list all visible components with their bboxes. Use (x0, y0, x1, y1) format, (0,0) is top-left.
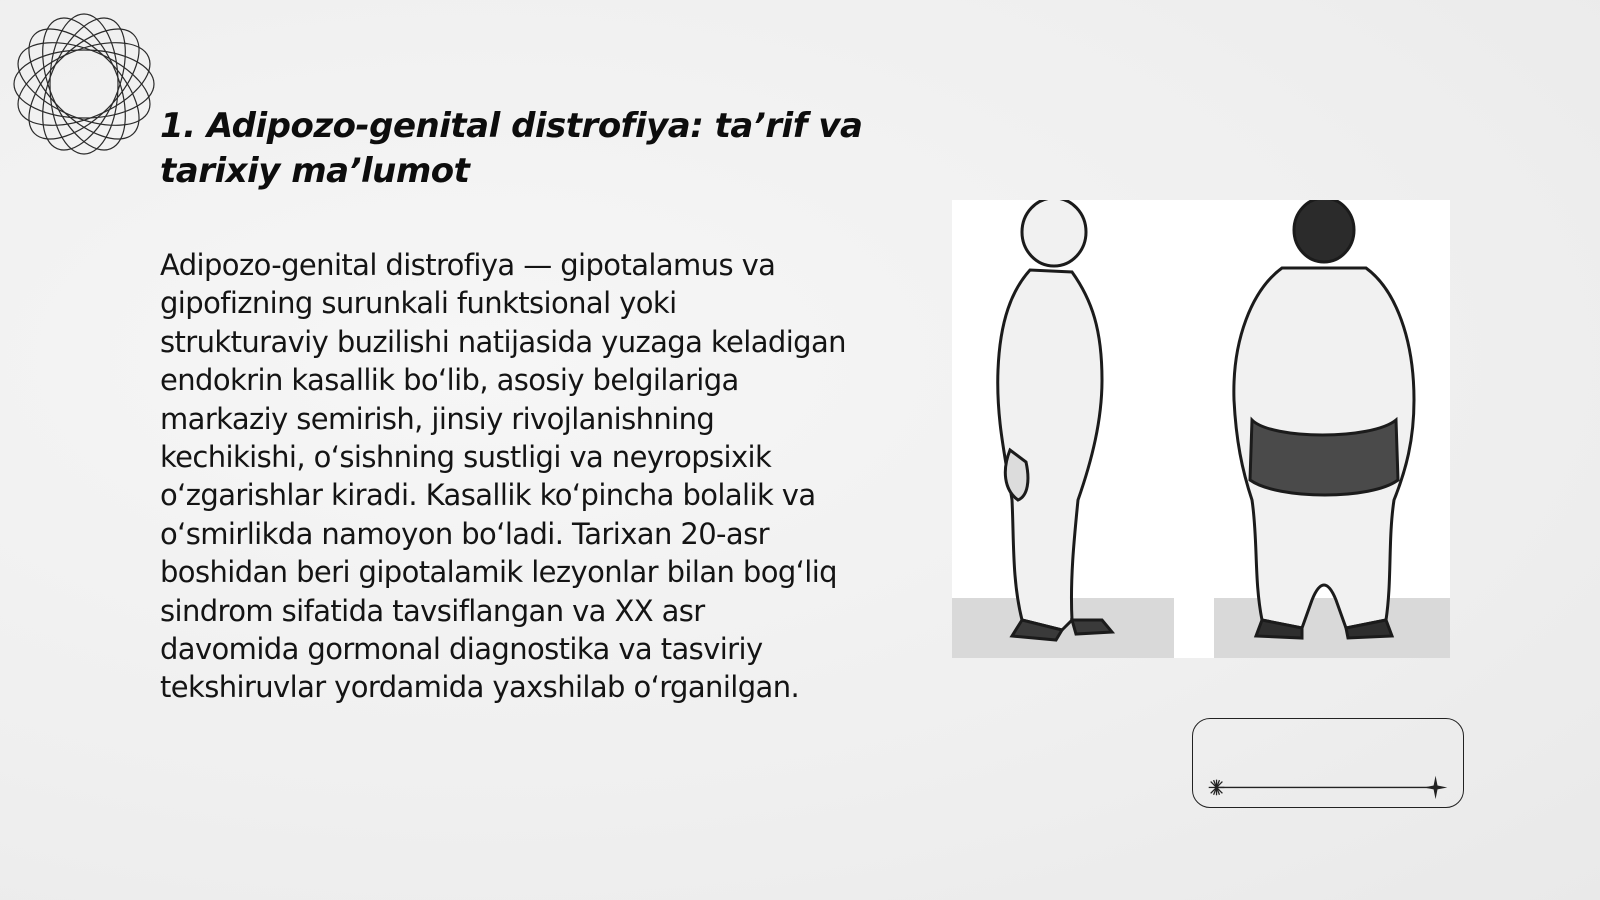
rosette-ellipse (26, 10, 142, 158)
rosette-ellipse (10, 10, 157, 157)
slide-title: 1. Adipozo-genital distrofiya: ta’rif va tarixiy ma’lumot (160, 106, 863, 191)
sparkle-icon (1424, 776, 1447, 799)
side-view-figure (998, 200, 1112, 640)
rosette-ellipse (14, 50, 154, 118)
rosette-ellipse (10, 26, 158, 142)
starburst-icon (1209, 780, 1225, 796)
slide-body-text: Adipozo-genital distrofiya — gipotalamus va gipofizning surunkali funktsional yoki strukturaviy buzilishi natijasida yuzaga keladigan endokrin kasallik bo‘lib, asosiy belgilariga markaziy semirish, jinsiy rivojlanishning kechikishi, o‘sishning sustligi va neyropsixik o‘zgarishlar kiradi. Kasallik ko‘pincha bolalik va o‘smirlikda namoyon bo‘ladi. Tarixan 20-asr boshidan beri gipotalamik lezyonlar bilan bog‘liq sindrom sifatida tavsiflangan va XX asr davomida gormonal diagnostika va tasviriy tekshiruvlar yordamida yaxshilab o‘rganilgan. (160, 248, 846, 705)
caption-box (1192, 718, 1464, 808)
rosette-ellipse (50, 14, 118, 154)
patient-illustration (952, 200, 1450, 658)
rosette-decoration-icon (10, 10, 158, 158)
rosette-ellipse (10, 26, 158, 142)
rosette-ellipse (26, 10, 142, 158)
rosette-ellipse (10, 10, 157, 157)
back-view-figure (1234, 200, 1414, 638)
